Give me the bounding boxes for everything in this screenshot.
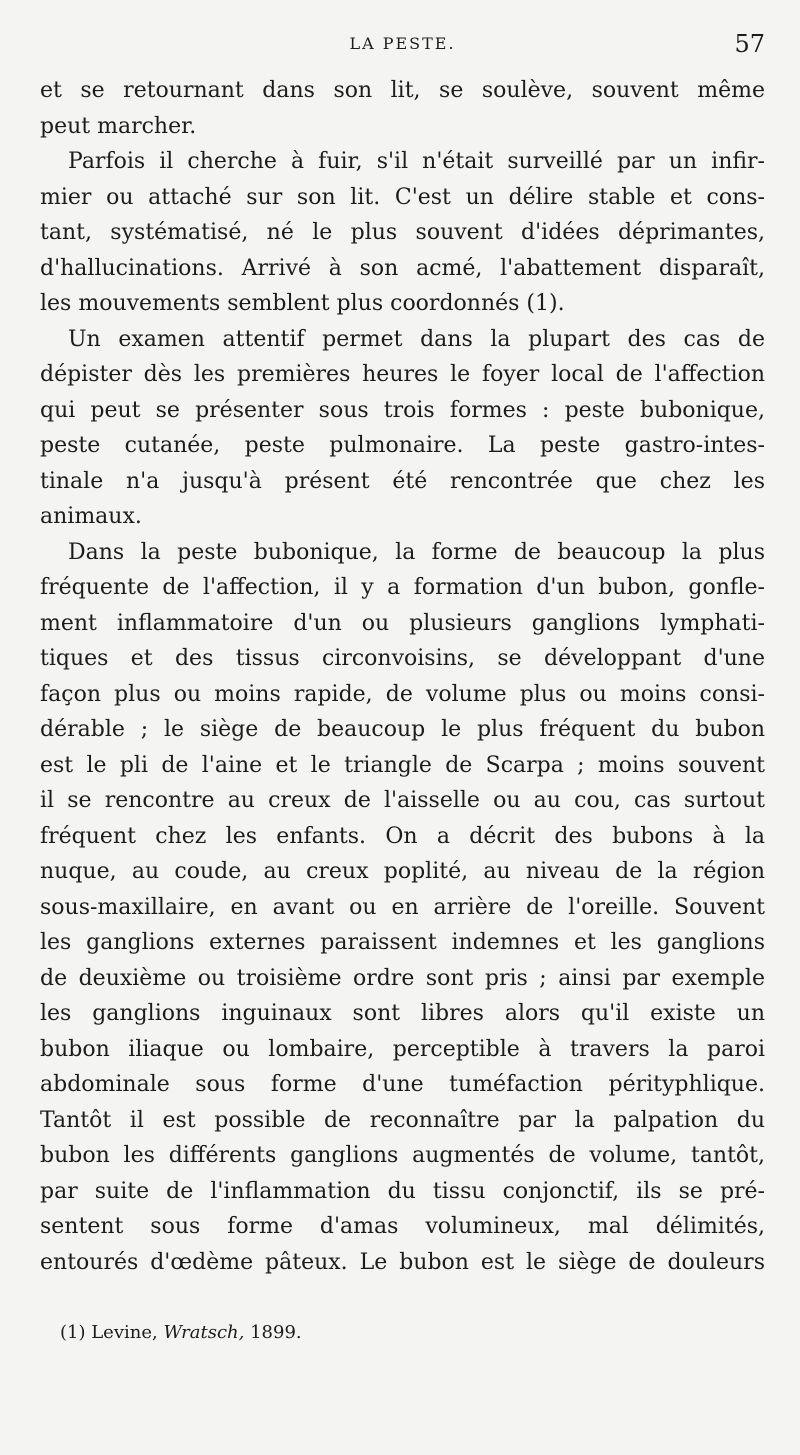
page-number: 57 [734, 30, 765, 58]
text-line: nuque, au coude, au creux poplité, au niveau de la région [40, 859, 765, 884]
text-line: Parfois il cherche à fuir, s'il n'était surveillé par un infir- [68, 149, 765, 174]
footnote [60, 1322, 302, 1343]
text-line: sentent sous forme d'amas volumineux, mal délimités, [40, 1214, 765, 1239]
text-line: Un examen attentif permet dans la plupart des cas de [68, 326, 765, 352]
text-line: et se retournant dans son lit, se soulève, souvent même [40, 78, 765, 103]
running-title: LA PESTE. [349, 34, 456, 53]
text-line: il se rencontre au creux de l'aisselle ou au cou, cas surtout [40, 788, 765, 813]
text-line: les mouvements semblent plus coordonnés (1). [40, 291, 565, 316]
text-line: est le pli de l'aine et le triangle de Scarpa ; moins souvent [40, 752, 765, 778]
text-line: tinale n'a jusqu'à présent été rencontrée que chez les [40, 468, 765, 494]
text-line: par suite de l'inflammation du tissu conjonctif, ils se pré- [40, 1178, 765, 1204]
footnote-journal: Wratsch, [163, 1322, 245, 1343]
text-line: peste cutanée, peste pulmonaire. La peste gastro-intes- [40, 433, 765, 458]
text-line: d'hallucinations. Arrivé à son acmé, l'abattement disparaît, [40, 255, 765, 281]
text-line: entourés d'œdème pâteux. Le bubon est le siège de douleurs [40, 1249, 765, 1275]
text-line: bubon les différents ganglions augmentés de volume, tantôt, [40, 1143, 765, 1168]
text-line: tiques et des tissus circonvoisins, se développant d'une [40, 646, 765, 671]
text-line: façon plus ou moins rapide, de volume plus ou moins consi- [40, 681, 765, 707]
text-line: les ganglions inguinaux sont libres alors qu'il existe un [40, 1001, 765, 1026]
text-line: ment inflammatoire d'un ou plusieurs ganglions lymphati- [40, 610, 765, 636]
body-text [40, 73, 765, 1280]
text-line: Dans la peste bubonique, la forme de beaucoup la plus [68, 539, 765, 565]
text-line: Tantôt il est possible de reconnaître par la palpation du [40, 1107, 765, 1133]
text-line: dérable ; le siège de beaucoup le plus fréquent du bubon [40, 717, 765, 742]
text-line: qui peut se présenter sous trois formes : peste bubonique, [40, 397, 765, 423]
text-line: dépister dès les premières heures le foyer local de l'affection [40, 362, 765, 387]
text-line: les ganglions externes paraissent indemnes et les ganglions [40, 930, 765, 955]
text-line: peut marcher. [40, 113, 197, 139]
text-line: abdominale sous forme d'une tuméfaction pérityphlique. [40, 1072, 765, 1097]
text-line: sous-maxillaire, en avant ou en arrière de l'oreille. Souvent [40, 894, 765, 920]
text-line: fréquent chez les enfants. On a décrit des bubons à la [40, 823, 765, 849]
text-line: mier ou attaché sur son lit. C'est un délire stable et cons- [40, 184, 765, 210]
footnote-year: 1899. [250, 1322, 302, 1343]
text-line: de deuxième ou troisième ordre sont pris ; ainsi par exemple [40, 965, 765, 991]
footnote-marker: (1) Levine, [60, 1322, 158, 1343]
text-line: bubon iliaque ou lombaire, perceptible à travers la paroi [40, 1036, 765, 1062]
text-line: animaux. [40, 504, 142, 529]
running-head [40, 30, 765, 60]
text-line: tant, systématisé, né le plus souvent d'idées déprimantes, [40, 220, 765, 245]
text-line: fréquente de l'affection, il y a formation d'un bubon, gonfle- [40, 575, 765, 600]
